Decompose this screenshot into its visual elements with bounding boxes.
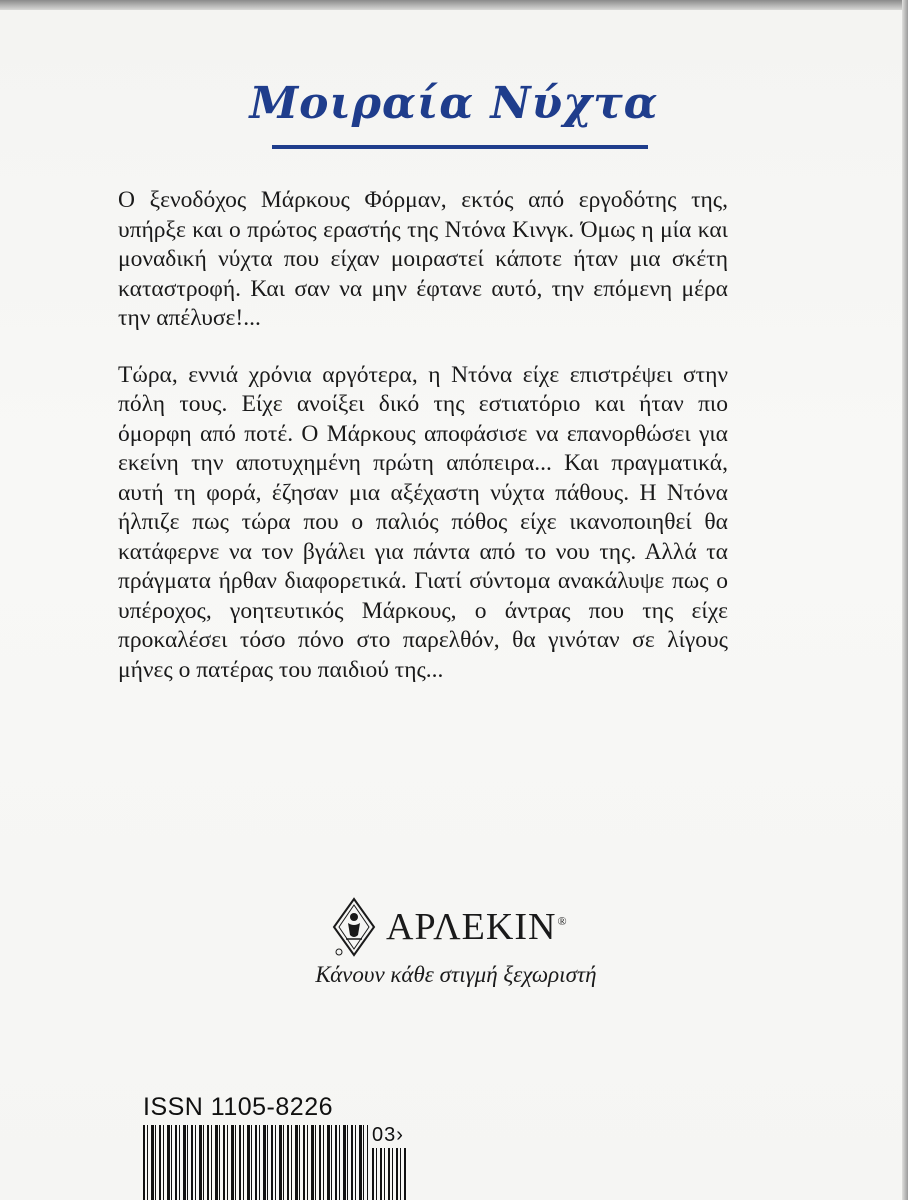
barcode-addon-digits: 03 (372, 1124, 397, 1146)
registered-mark: ® (557, 914, 568, 929)
publisher-name (386, 905, 568, 949)
issn-number: ISSN 1105-8226 (143, 1093, 333, 1121)
blurb (118, 186, 728, 712)
barcode-addon (372, 1124, 404, 1147)
harlequin-emblem-icon (330, 897, 378, 957)
blurb-paragraph-1: Ο ξενοδόχος Μάρκους Φόρμαν, εκτός από εργοδότης της, υπήρξε και ο πρώτος εραστής της Ντόνα Κινγκ. Όμως η μία και μοναδική νύχτα που είχαν μοιραστεί κάποτε ήταν μια σκέτη καταστροφή. Και σαν να μην έφτανε αυτό, την επόμενη μέρα την απέλυσε!... (118, 187, 728, 331)
blurb-paragraph-2: Τώρα, εννιά χρόνια αργότερα, η Ντόνα είχε επιστρέψει στην πόλη τους. Είχε ανοίξει δικό της εστιατόριο και ήταν πιο όμορφη από ποτέ. Ο Μάρκους αποφάσισε να επανορθώσει για εκείνη την αποτυχημένη πρώτη απόπειρα... Και πραγματικά, αυτή τη φορά, έζησαν μια αξέχαστη νύχτα πάθους. Η Ντόνα ήλπιζε πως τώρα που ο παλιός πόθος είχε ικανοποιηθεί θα κατάφερνε να τον βγάλει για πάντα από το νου της. Αλλά τα πράγματα ήρθαν διαφορετικά. Γιατί σύντομα ανακάλυψε πως ο υπέροχος, γοητευτικός Μάρκους, ο άντρας που της είχε προκαλέσει τόσο πόνο στο παρελθόν, θα γινόταν σε λίγους μήνες ο πατέρας του παιδιού της... (118, 361, 728, 683)
barcode-bars (143, 1125, 368, 1200)
scan-edge-top (0, 0, 908, 10)
barcode-addon-bars (372, 1148, 408, 1200)
publisher-tagline: Κάνουν κάθε στιγμή ξεχωριστή (315, 962, 597, 987)
scan-edge-right (902, 0, 908, 1200)
book-title: Μοιραία Νύχτα (249, 78, 659, 129)
title-underline (272, 145, 648, 149)
publisher-name-text: ΑΡΛΕΚΙΝ (386, 906, 557, 948)
chevron-right-icon: › (396, 1124, 404, 1146)
publisher-logo (330, 895, 568, 959)
